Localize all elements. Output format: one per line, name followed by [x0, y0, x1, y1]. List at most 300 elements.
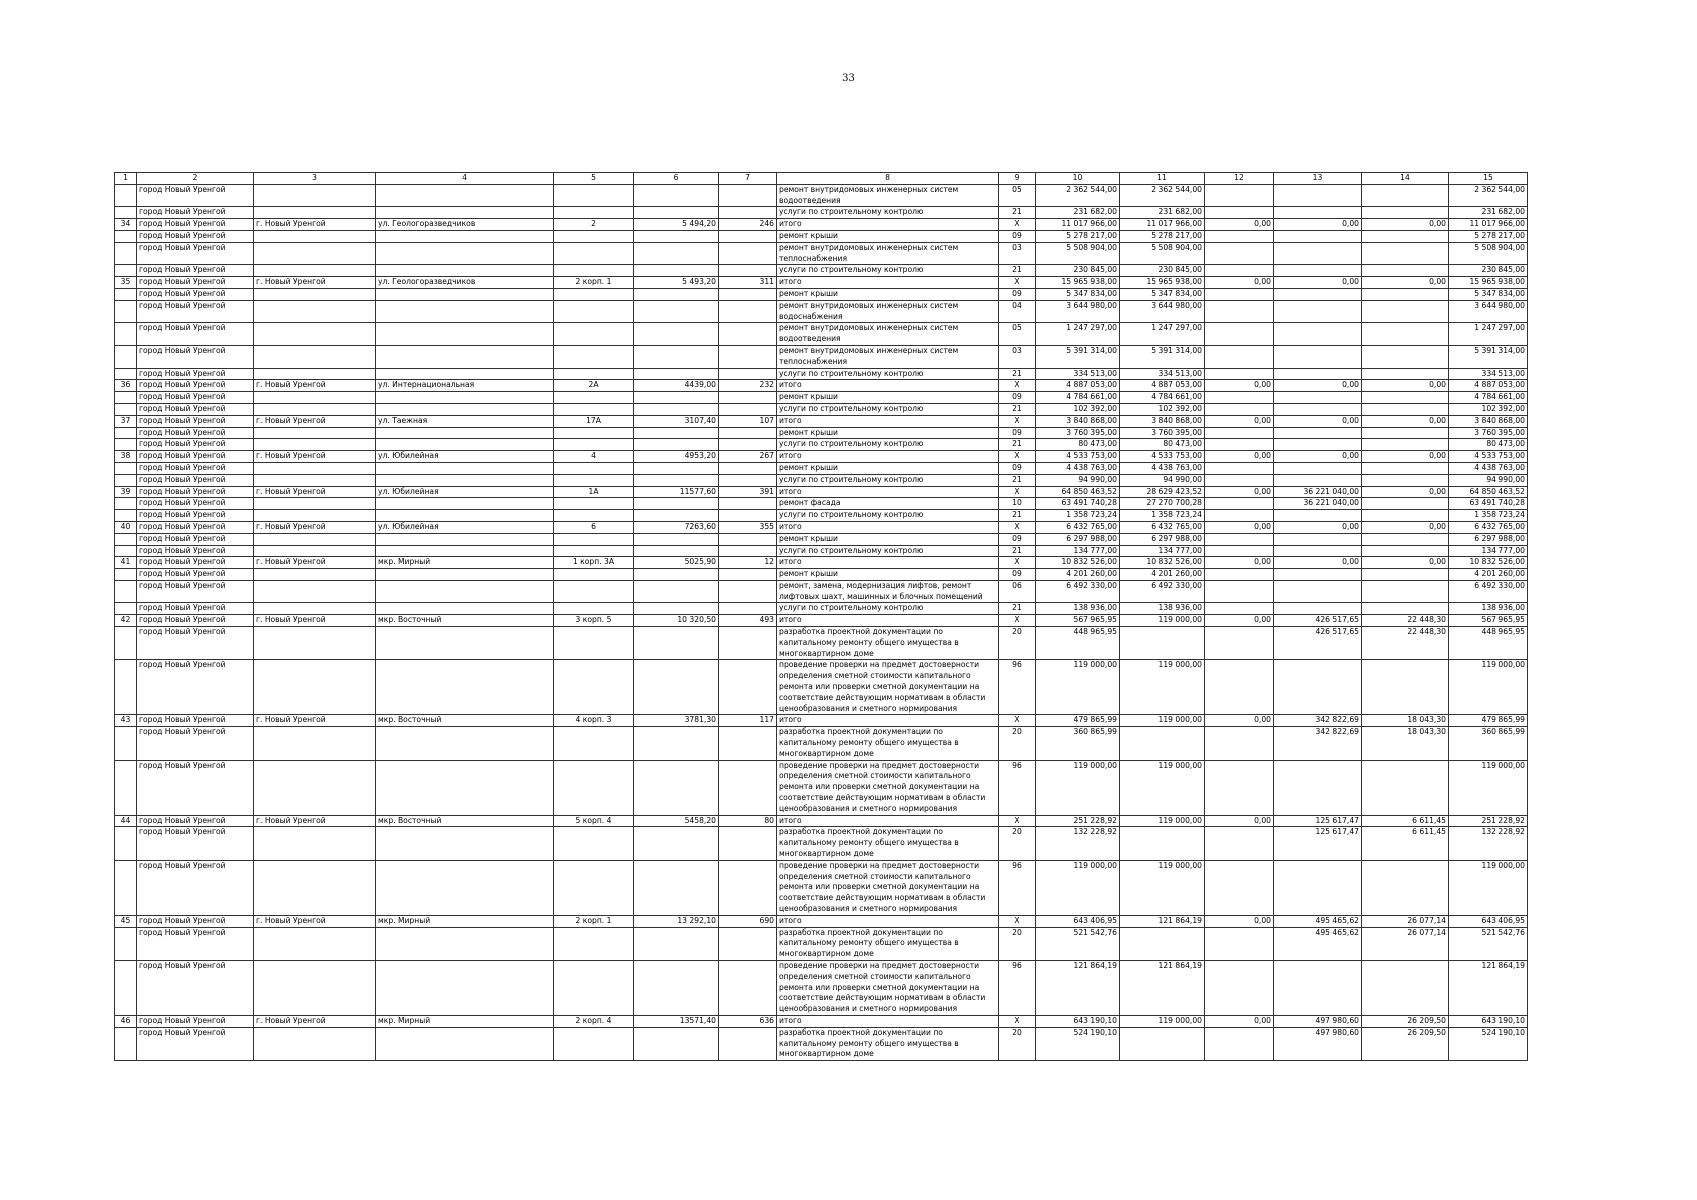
table-cell: 138 936,00 [1120, 603, 1205, 615]
table-cell [1205, 323, 1274, 346]
table-cell: 63 491 740,28 [1449, 498, 1528, 510]
table-cell: 26 209,50 [1362, 1015, 1449, 1027]
table-cell: 94 990,00 [1449, 474, 1528, 486]
table-cell [554, 207, 634, 219]
table-cell [115, 184, 137, 207]
table-cell: 0,00 [1274, 451, 1362, 463]
table-row [115, 242, 1528, 265]
table-cell: услуги по строительному контролю [777, 510, 999, 522]
table-cell: 0,00 [1362, 521, 1449, 533]
table-cell: г. Новый Уренгой [254, 219, 376, 231]
table-cell [1362, 427, 1449, 439]
table-cell: 09 [999, 569, 1036, 581]
table-cell: 102 392,00 [1120, 403, 1205, 415]
table-cell: 6 297 988,00 [1449, 533, 1528, 545]
table-row [115, 486, 1528, 498]
table-cell: 4 533 753,00 [1120, 451, 1205, 463]
table-cell [1205, 207, 1274, 219]
table-cell: 311 [719, 277, 777, 289]
table-cell [719, 242, 777, 265]
table-cell [1274, 760, 1362, 815]
table-cell [1274, 960, 1362, 1015]
table-cell: Х [999, 815, 1036, 827]
table-cell [1274, 392, 1362, 404]
table-cell: 26 077,14 [1362, 915, 1449, 927]
table-cell [376, 439, 554, 451]
table-cell: 1А [554, 486, 634, 498]
table-cell: 4 887 053,00 [1036, 380, 1120, 392]
table-cell: 64 850 463,52 [1036, 486, 1120, 498]
table-cell: 26 077,14 [1362, 927, 1449, 960]
table-cell [115, 300, 137, 323]
table-row [115, 569, 1528, 581]
table-cell: 4 533 753,00 [1449, 451, 1528, 463]
table-cell: 0,00 [1205, 915, 1274, 927]
table-cell [115, 860, 137, 915]
table-cell [1205, 403, 1274, 415]
table-cell: город Новый Уренгой [137, 727, 254, 760]
table-cell [376, 827, 554, 860]
column-header: 10 [1036, 173, 1120, 185]
table-cell: 119 000,00 [1120, 615, 1205, 627]
table-cell [376, 660, 554, 715]
table-cell: 21 [999, 265, 1036, 277]
table-cell [1205, 462, 1274, 474]
table-cell: мкр. Мирный [376, 557, 554, 569]
repair-program-table-container [114, 172, 1525, 1061]
table-cell: 4 533 753,00 [1036, 451, 1120, 463]
table-cell [1274, 439, 1362, 451]
table-cell: 1 358 723,24 [1120, 510, 1205, 522]
table-cell [1274, 368, 1362, 380]
table-cell [115, 627, 137, 660]
table-cell [115, 727, 137, 760]
table-cell [634, 392, 719, 404]
table-cell: разработка проектной документации по капитальному ремонту общего имущества в многоквартирном доме [777, 1027, 999, 1060]
table-cell: проведение проверки на предмет достоверности определения сметной стоимости капитального ремонта или проверки сметной документации на соответствие действующим нормативам в области ценообразования и сметного нормирования [777, 660, 999, 715]
table-cell: 6 297 988,00 [1036, 533, 1120, 545]
table-cell: 355 [719, 521, 777, 533]
table-cell [719, 288, 777, 300]
table-cell [1362, 184, 1449, 207]
table-cell [254, 345, 376, 368]
table-cell [634, 474, 719, 486]
table-cell: ул. Таежная [376, 415, 554, 427]
table-cell: 2 корп. 4 [554, 1015, 634, 1027]
table-cell: город Новый Уренгой [137, 498, 254, 510]
table-cell: 6 611,45 [1362, 815, 1449, 827]
table-cell: 121 864,19 [1449, 960, 1528, 1015]
table-row [115, 715, 1528, 727]
table-cell [554, 927, 634, 960]
table-row [115, 474, 1528, 486]
table-cell [1274, 580, 1362, 603]
table-cell: 6 432 765,00 [1120, 521, 1205, 533]
table-cell: ремонт крыши [777, 427, 999, 439]
table-cell [634, 368, 719, 380]
table-cell [1205, 439, 1274, 451]
table-cell [634, 300, 719, 323]
table-cell [376, 184, 554, 207]
table-cell: Х [999, 615, 1036, 627]
table-cell: 39 [115, 486, 137, 498]
table-cell: 11577,60 [634, 486, 719, 498]
table-cell: 521 542,76 [1449, 927, 1528, 960]
table-cell: 230 845,00 [1036, 265, 1120, 277]
table-cell [634, 603, 719, 615]
table-row [115, 533, 1528, 545]
table-cell: г. Новый Уренгой [254, 815, 376, 827]
table-cell: 96 [999, 660, 1036, 715]
table-cell [376, 545, 554, 557]
table-cell: город Новый Уренгой [137, 715, 254, 727]
table-cell: 0,00 [1274, 277, 1362, 289]
table-row [115, 323, 1528, 346]
table-cell: город Новый Уренгой [137, 230, 254, 242]
table-cell [1362, 760, 1449, 815]
table-cell [634, 207, 719, 219]
table-cell: 2 362 544,00 [1036, 184, 1120, 207]
table-cell: 119 000,00 [1036, 660, 1120, 715]
table-cell [254, 960, 376, 1015]
table-cell: город Новый Уренгой [137, 660, 254, 715]
table-cell [1274, 860, 1362, 915]
table-cell: итого [777, 615, 999, 627]
table-row [115, 415, 1528, 427]
table-cell [1205, 392, 1274, 404]
table-cell [634, 265, 719, 277]
table-cell: ремонт крыши [777, 462, 999, 474]
table-cell [1120, 727, 1205, 760]
table-cell: итого [777, 1015, 999, 1027]
table-cell [1205, 827, 1274, 860]
table-cell: 3 760 395,00 [1120, 427, 1205, 439]
table-cell: Х [999, 277, 1036, 289]
table-cell [254, 462, 376, 474]
table-cell: 267 [719, 451, 777, 463]
table-cell [376, 288, 554, 300]
table-cell: 0,00 [1362, 557, 1449, 569]
table-cell [719, 603, 777, 615]
table-cell [115, 392, 137, 404]
table-cell [254, 242, 376, 265]
table-cell [376, 207, 554, 219]
table-cell [376, 569, 554, 581]
table-cell: 119 000,00 [1449, 760, 1528, 815]
table-cell: город Новый Уренгой [137, 603, 254, 615]
table-row [115, 960, 1528, 1015]
table-cell: Х [999, 451, 1036, 463]
table-cell [376, 230, 554, 242]
table-cell: 3 корп. 5 [554, 615, 634, 627]
table-cell: 80 473,00 [1449, 439, 1528, 451]
column-header: 12 [1205, 173, 1274, 185]
table-cell [554, 403, 634, 415]
table-cell [554, 345, 634, 368]
table-row [115, 727, 1528, 760]
table-cell: город Новый Уренгой [137, 580, 254, 603]
table-cell: проведение проверки на предмет достоверности определения сметной стоимости капитального ремонта или проверки сметной документации на соответствие действующим нормативам в области ценообразования и сметного нормирования [777, 860, 999, 915]
table-cell [634, 760, 719, 815]
table-cell [554, 323, 634, 346]
table-cell: ремонт крыши [777, 288, 999, 300]
table-cell [1274, 288, 1362, 300]
table-cell [115, 533, 137, 545]
table-cell [634, 323, 719, 346]
column-header: 15 [1449, 173, 1528, 185]
table-cell: 5 347 834,00 [1120, 288, 1205, 300]
table-cell: 0,00 [1362, 486, 1449, 498]
table-cell [634, 345, 719, 368]
table-cell: 4 438 763,00 [1036, 462, 1120, 474]
table-cell [719, 569, 777, 581]
table-cell: Х [999, 915, 1036, 927]
table-cell: 21 [999, 545, 1036, 557]
table-cell: город Новый Уренгой [137, 462, 254, 474]
table-cell [376, 727, 554, 760]
table-cell: 342 822,69 [1274, 727, 1362, 760]
table-cell [1120, 1027, 1205, 1060]
table-cell [115, 462, 137, 474]
table-cell: город Новый Уренгой [137, 827, 254, 860]
table-cell: 119 000,00 [1449, 860, 1528, 915]
table-cell [554, 368, 634, 380]
table-cell: город Новый Уренгой [137, 1015, 254, 1027]
table-cell [376, 603, 554, 615]
table-cell: 102 392,00 [1036, 403, 1120, 415]
table-cell: ул. Геологоразведчиков [376, 277, 554, 289]
table-cell: итого [777, 380, 999, 392]
table-cell: 0,00 [1205, 557, 1274, 569]
table-cell [1362, 462, 1449, 474]
table-cell: 13571,40 [634, 1015, 719, 1027]
table-cell: 2 362 544,00 [1449, 184, 1528, 207]
table-cell: 3 644 980,00 [1449, 300, 1528, 323]
table-cell: 134 777,00 [1036, 545, 1120, 557]
table-cell [634, 462, 719, 474]
table-cell: 495 465,62 [1274, 915, 1362, 927]
table-cell [376, 462, 554, 474]
column-header: 9 [999, 173, 1036, 185]
table-cell [634, 403, 719, 415]
table-cell [115, 827, 137, 860]
table-cell [115, 545, 137, 557]
table-cell [1274, 300, 1362, 323]
table-cell: 42 [115, 615, 137, 627]
table-cell: услуги по строительному контролю [777, 368, 999, 380]
table-cell [719, 403, 777, 415]
table-cell [719, 1027, 777, 1060]
table-row [115, 615, 1528, 627]
table-cell: 15 965 938,00 [1449, 277, 1528, 289]
table-cell: г. Новый Уренгой [254, 415, 376, 427]
table-cell: 125 617,47 [1274, 827, 1362, 860]
table-cell [634, 184, 719, 207]
table-cell: 21 [999, 603, 1036, 615]
table-cell: ремонт внутридомовых инженерных систем теплоснабжения [777, 242, 999, 265]
table-row [115, 265, 1528, 277]
table-cell: 5 494,20 [634, 219, 719, 231]
table-cell: 6 492 330,00 [1449, 580, 1528, 603]
table-cell: Х [999, 715, 1036, 727]
table-cell [254, 300, 376, 323]
table-cell: 5458,20 [634, 815, 719, 827]
table-cell: 36 221 040,00 [1274, 498, 1362, 510]
table-row [115, 927, 1528, 960]
table-cell: 643 406,95 [1449, 915, 1528, 927]
table-cell [554, 960, 634, 1015]
table-cell: 119 000,00 [1036, 760, 1120, 815]
table-row [115, 230, 1528, 242]
table-cell [634, 960, 719, 1015]
table-cell [1120, 827, 1205, 860]
table-cell: 6 297 988,00 [1120, 533, 1205, 545]
table-cell: ремонт внутридомовых инженерных систем теплоснабжения [777, 345, 999, 368]
table-cell: 10 320,50 [634, 615, 719, 627]
table-cell [1362, 368, 1449, 380]
table-row [115, 345, 1528, 368]
table-cell [254, 860, 376, 915]
table-cell: г. Новый Уренгой [254, 451, 376, 463]
table-cell [554, 533, 634, 545]
table-cell: 18 043,30 [1362, 715, 1449, 727]
table-cell: 05 [999, 184, 1036, 207]
table-cell: 80 [719, 815, 777, 827]
table-cell: итого [777, 557, 999, 569]
table-cell: 5 278 217,00 [1120, 230, 1205, 242]
table-cell: 0,00 [1205, 615, 1274, 627]
table-cell: г. Новый Уренгой [254, 915, 376, 927]
table-cell [376, 533, 554, 545]
table-cell: 121 864,19 [1036, 960, 1120, 1015]
table-cell: 5 391 314,00 [1449, 345, 1528, 368]
table-cell: 5 508 904,00 [1036, 242, 1120, 265]
table-cell: 1 358 723,24 [1449, 510, 1528, 522]
table-cell: 40 [115, 521, 137, 533]
table-body [115, 184, 1528, 1060]
table-cell: 0,00 [1205, 521, 1274, 533]
table-cell [554, 627, 634, 660]
table-cell: город Новый Уренгой [137, 368, 254, 380]
table-cell [554, 184, 634, 207]
table-cell: 138 936,00 [1449, 603, 1528, 615]
table-cell: 0,00 [1205, 715, 1274, 727]
table-cell: город Новый Уренгой [137, 451, 254, 463]
table-cell: 5 493,20 [634, 277, 719, 289]
table-cell [719, 727, 777, 760]
table-cell [634, 860, 719, 915]
table-cell [1205, 545, 1274, 557]
table-cell: мкр. Восточный [376, 715, 554, 727]
table-cell: 3107,40 [634, 415, 719, 427]
table-cell: 21 [999, 403, 1036, 415]
table-cell: 342 822,69 [1274, 715, 1362, 727]
table-cell [554, 288, 634, 300]
table-row [115, 207, 1528, 219]
table-cell: 1 247 297,00 [1449, 323, 1528, 346]
page-number: 33 [842, 73, 855, 84]
table-cell: 4 887 053,00 [1120, 380, 1205, 392]
table-cell: 35 [115, 277, 137, 289]
table-cell: 0,00 [1274, 219, 1362, 231]
table-cell: Х [999, 415, 1036, 427]
table-cell: 119 000,00 [1120, 815, 1205, 827]
table-cell: 34 [115, 219, 137, 231]
table-cell: проведение проверки на предмет достоверности определения сметной стоимости капитального ремонта или проверки сметной документации на соответствие действующим нормативам в области ценообразования и сметного нормирования [777, 760, 999, 815]
table-cell: город Новый Уренгой [137, 815, 254, 827]
table-cell [254, 439, 376, 451]
table-cell: ул. Интернациональная [376, 380, 554, 392]
table-cell: 11 017 966,00 [1120, 219, 1205, 231]
table-cell [254, 827, 376, 860]
table-cell: 643 406,95 [1036, 915, 1120, 927]
table-cell: разработка проектной документации по капитальному ремонту общего имущества в многоквартирном доме [777, 927, 999, 960]
table-cell [1362, 323, 1449, 346]
table-cell: 09 [999, 230, 1036, 242]
table-cell [1274, 265, 1362, 277]
table-cell: 44 [115, 815, 137, 827]
table-cell: 567 965,95 [1036, 615, 1120, 627]
table-cell: 21 [999, 368, 1036, 380]
table-cell: 119 000,00 [1036, 860, 1120, 915]
table-cell: 20 [999, 827, 1036, 860]
table-cell: разработка проектной документации по капитальному ремонту общего имущества в многоквартирном доме [777, 827, 999, 860]
table-cell: 21 [999, 474, 1036, 486]
table-cell: 10 832 526,00 [1036, 557, 1120, 569]
table-cell: 426 517,65 [1274, 615, 1362, 627]
table-cell [254, 660, 376, 715]
table-cell [1205, 265, 1274, 277]
table-cell [1205, 510, 1274, 522]
table-cell [634, 580, 719, 603]
table-cell: 230 845,00 [1449, 265, 1528, 277]
table-cell: услуги по строительному контролю [777, 474, 999, 486]
table-cell: 251 228,92 [1449, 815, 1528, 827]
table-cell: разработка проектной документации по капитальному ремонту общего имущества в многоквартирном доме [777, 627, 999, 660]
table-cell: город Новый Уренгой [137, 510, 254, 522]
table-cell: 26 209,50 [1362, 1027, 1449, 1060]
table-cell [115, 288, 137, 300]
table-cell: 17А [554, 415, 634, 427]
table-cell [554, 827, 634, 860]
table-cell: 64 850 463,52 [1449, 486, 1528, 498]
table-cell [376, 300, 554, 323]
table-row [115, 219, 1528, 231]
column-header: 8 [777, 173, 999, 185]
table-cell [1362, 345, 1449, 368]
table-row [115, 827, 1528, 860]
table-cell: 12 [719, 557, 777, 569]
table-cell: 0,00 [1205, 451, 1274, 463]
table-cell: 80 473,00 [1120, 439, 1205, 451]
table-cell [254, 760, 376, 815]
table-cell [1205, 474, 1274, 486]
table-cell: 0,00 [1205, 815, 1274, 827]
table-cell: 690 [719, 915, 777, 927]
table-cell: 334 513,00 [1036, 368, 1120, 380]
table-cell [634, 427, 719, 439]
column-header: 11 [1120, 173, 1205, 185]
table-cell [1362, 288, 1449, 300]
table-row [115, 392, 1528, 404]
table-cell: 121 864,19 [1120, 960, 1205, 1015]
table-cell: город Новый Уренгой [137, 300, 254, 323]
table-cell: г. Новый Уренгой [254, 1015, 376, 1027]
table-cell: ул. Юбилейная [376, 521, 554, 533]
table-cell: 134 777,00 [1449, 545, 1528, 557]
table-cell: Х [999, 380, 1036, 392]
table-cell [1362, 498, 1449, 510]
